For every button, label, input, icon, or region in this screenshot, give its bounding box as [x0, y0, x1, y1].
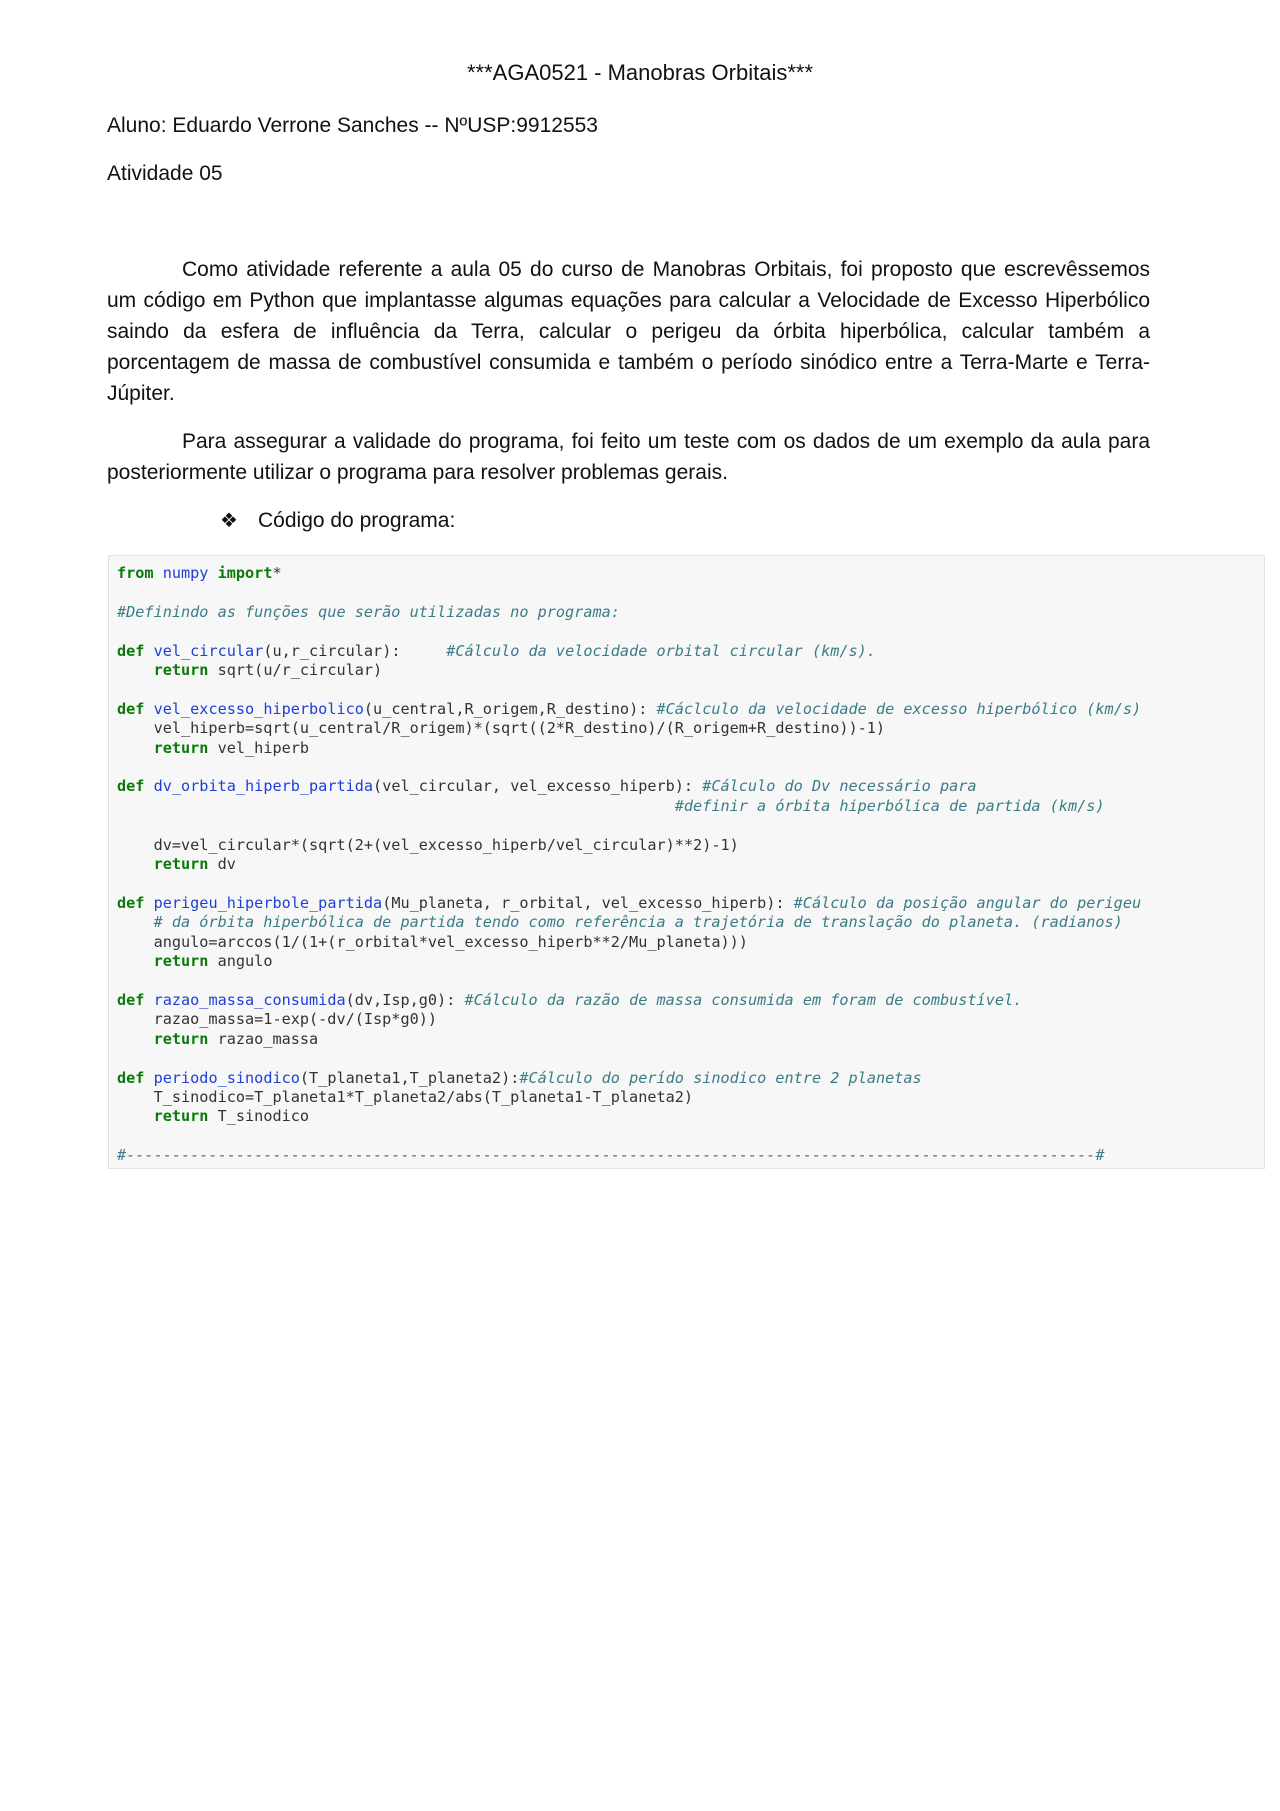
code-line	[117, 739, 1264, 758]
code-token	[117, 913, 154, 931]
code-token	[117, 797, 675, 815]
code-line	[117, 1088, 1264, 1107]
validation-paragraph-text: Para assegurar a validade do programa, foi feito um teste com os dados de um exemplo da aula para posteriormente utilizar o programa para resolver problemas gerais.	[107, 430, 1150, 484]
code-token: # da órbita hiperbólica de partida tendo como referência a trajetória de translação do planeta. (radianos)	[153, 913, 1123, 932]
code-token: perigeu_hiperbole_partida	[153, 893, 383, 912]
code-token: return	[153, 1029, 209, 1048]
code-token: return	[153, 661, 209, 680]
code-token: (vel_circular, vel_excesso_hiperb):	[373, 777, 703, 796]
code-line	[117, 777, 1264, 796]
code-line	[117, 622, 1264, 641]
code-token: vel_hiperb=sqrt(u_central/R_origem)*(sqrt((2*R_destino)/(R_origem+R_destino))-1)	[117, 719, 886, 738]
code-token: #Cálculo do perído sinodico entre 2 planetas	[519, 1068, 922, 1087]
code-token: razao_massa	[208, 1029, 319, 1048]
code-token	[208, 564, 217, 582]
code-token	[144, 1069, 153, 1087]
code-token: (Mu_planeta, r_orbital, vel_excesso_hiperb):	[382, 893, 794, 912]
code-line	[117, 991, 1264, 1010]
code-line	[117, 603, 1264, 622]
code-line	[117, 875, 1264, 894]
code-token: return	[153, 855, 209, 874]
code-token: return	[153, 1107, 209, 1126]
code-line	[117, 972, 1264, 991]
code-token	[117, 952, 154, 970]
code-token: #Cálculo da razão de massa consumida em foram de combustível.	[464, 990, 1023, 1009]
code-line	[117, 952, 1264, 971]
code-token: T_sinodico	[208, 1107, 310, 1126]
intro-paragraph-text: Como atividade referente a aula 05 do curso de Manobras Orbitais, foi proposto que escrevêssemos um código em Python que implantasse algumas equações para calcular a Velocidade de Excesso Hiperbólico saindo da esfera de influência da Terra, calcular o perigeu da órbita hiperbólica, calcular também a porcentagem de massa de combustível consumida e também o período sinódico entre a Terra-Marte e Terra-Júpiter.	[107, 258, 1150, 405]
validation-paragraph	[107, 426, 1150, 488]
code-line	[117, 1107, 1264, 1126]
code-token: vel_circular	[153, 641, 264, 660]
code-line	[117, 719, 1264, 738]
code-token: #Cálculo da velocidade orbital circular (km/s).	[446, 641, 876, 660]
code-token: return	[153, 738, 209, 757]
code-token: def	[117, 777, 145, 796]
document-title: ***AGA0521 - Manobras Orbitais***	[466, 60, 814, 85]
code-line	[117, 583, 1264, 602]
code-token: (u_central,R_origem,R_destino):	[363, 699, 657, 718]
code-token: angulo=arccos(1/(1+(r_orbital*vel_excesso_hiperb**2/Mu_planeta)))	[117, 932, 748, 951]
code-token: #Definindo as funções que serão utilizadas no programa:	[117, 602, 620, 621]
code-token: #definir a órbita hiperbólica de partida (km/s)	[674, 796, 1105, 815]
code-line	[117, 797, 1264, 816]
code-token: numpy	[162, 564, 209, 582]
code-token	[144, 642, 153, 660]
code-token	[154, 564, 163, 582]
code-heading-bullet	[220, 508, 455, 533]
student-line: Aluno: Eduardo Verrone Sanches -- NºUSP:9912553	[107, 114, 598, 137]
code-token: razao_massa_consumida	[153, 990, 346, 1009]
code-token	[144, 700, 153, 718]
code-token: (T_planeta1,T_planeta2):	[299, 1068, 520, 1087]
code-token	[144, 991, 153, 1009]
code-line	[117, 913, 1264, 932]
intro-paragraph	[107, 254, 1150, 409]
code-token: return	[153, 952, 209, 971]
code-token: vel_excesso_hiperbolico	[153, 699, 364, 718]
code-line	[117, 1030, 1264, 1049]
code-token: def	[117, 1068, 145, 1087]
code-line	[117, 836, 1264, 855]
code-line	[117, 661, 1264, 680]
code-line	[117, 758, 1264, 777]
code-token: (dv,Isp,g0):	[345, 990, 465, 1009]
code-line	[117, 933, 1264, 952]
code-line	[117, 1049, 1264, 1068]
code-block	[108, 555, 1265, 1169]
code-token: dv	[208, 855, 236, 874]
code-line	[117, 855, 1264, 874]
code-token: import	[217, 564, 273, 582]
code-line	[117, 816, 1264, 835]
code-token	[144, 777, 153, 795]
code-token	[117, 661, 154, 679]
code-token	[144, 894, 153, 912]
code-token: (u,r_circular):	[263, 641, 447, 660]
code-token: def	[117, 641, 145, 660]
code-token: razao_massa=1-exp(-dv/(Isp*g0))	[117, 1010, 438, 1029]
code-token: vel_hiperb	[208, 738, 310, 757]
code-line	[117, 1146, 1264, 1165]
code-token: from	[117, 564, 154, 582]
code-line	[117, 1069, 1264, 1088]
code-line	[117, 680, 1264, 699]
code-token	[117, 1107, 154, 1125]
code-line	[117, 1010, 1264, 1029]
diamond-bullet-icon: ❖	[220, 510, 238, 532]
code-token	[117, 739, 154, 757]
code-line	[117, 564, 1264, 583]
code-token: angulo	[208, 952, 273, 971]
code-heading-text: Código do programa:	[258, 509, 456, 532]
code-token: dv_orbita_hiperb_partida	[153, 777, 374, 796]
code-token: periodo_sinodico	[153, 1068, 300, 1087]
code-line	[117, 642, 1264, 661]
code-token: def	[117, 893, 145, 912]
code-token	[117, 1030, 154, 1048]
activity-line: Atividade 05	[107, 162, 223, 185]
code-token: *	[272, 564, 282, 582]
code-token: T_sinodico=T_planeta1*T_planeta2/abs(T_planeta1-T_planeta2)	[117, 1087, 694, 1106]
code-token: #Cáclculo da velocidade de excesso hiperbólico (km/s)	[656, 699, 1142, 718]
code-token: def	[117, 990, 145, 1009]
code-token: #----------------------------------------------------------------------------------------------------------#	[117, 1146, 1105, 1165]
code-token: def	[117, 699, 145, 718]
code-token: dv=vel_circular*(sqrt(2+(vel_excesso_hiperb/vel_circular)**2)-1)	[117, 835, 739, 854]
code-token: sqrt(u/r_circular)	[208, 661, 383, 680]
code-token: #Cálculo da posição angular do perigeu	[793, 893, 1142, 912]
code-line	[117, 700, 1264, 719]
code-line	[117, 894, 1264, 913]
code-token: #Cálculo do Dv necessário para	[702, 777, 977, 796]
code-listing	[117, 564, 1264, 1166]
code-line	[117, 1127, 1264, 1146]
code-token	[117, 855, 154, 873]
